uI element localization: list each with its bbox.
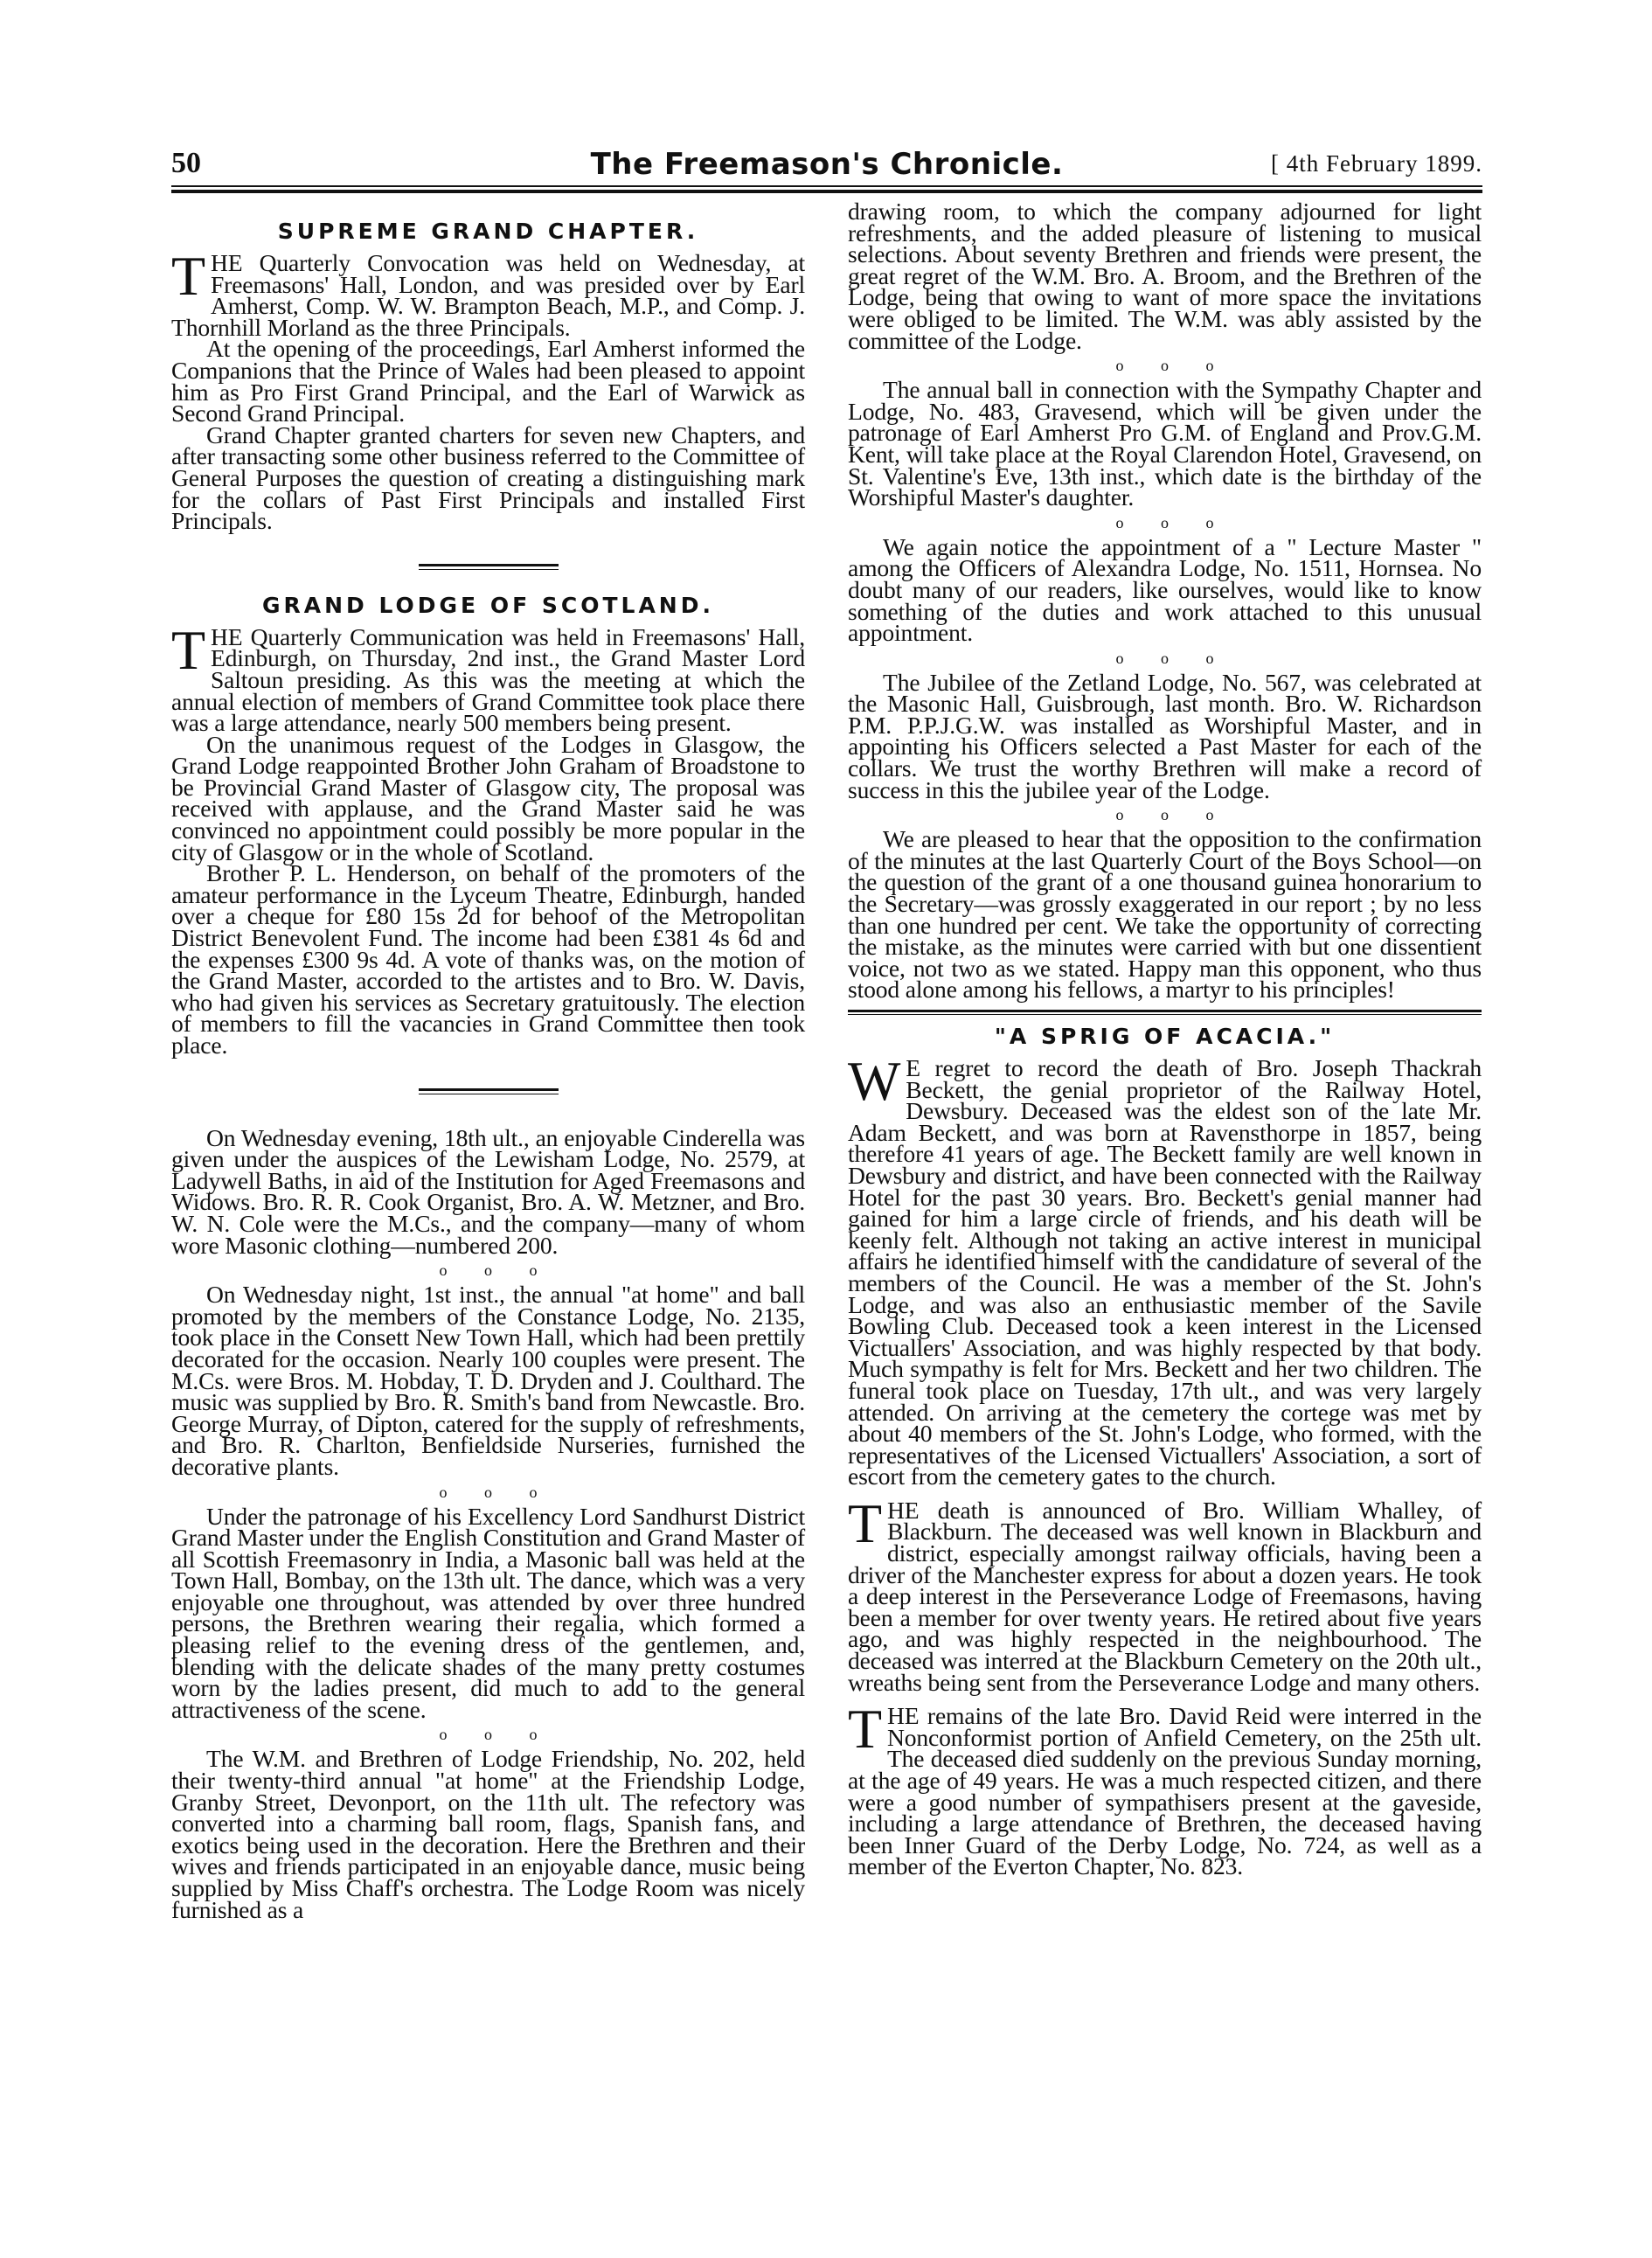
page-header [171,147,1482,182]
heading-supreme-grand-chapter: SUPREME GRAND CHAPTER. [277,219,699,244]
paragraph-text: HE remains of the late Bro. David Reid were interred in the Nonconformist portion of Anfield Cemetery, on the 25th ult. The deceased died suddenly on the previous Sunday morning, at the age of 49 years. He was a much respected citizen, and there were a good number of sympathisers present at the gaveside, including a large attendance of Brethren, the deceased having been Inner Guard of the Derby Lodge, No. 724, as well as a member of the Everton Chapter, No. 823. [848,1702,1482,1880]
beckett-obituary [848,1050,1482,1490]
dropcap: T [848,1491,882,1554]
issue-date: [ 4th February 1899. [1271,150,1482,177]
constance-item: On Wednesday night, 1st inst., the annual "at home" and ball promoted by the members of the Constance Lodge, No. 2135, took place in the Consett New Town Hall, which had been prettily decorated for the occasion. Nearly 100 couples were present. The M.Cs. were Bros. M. Hobday, T. D. Dryden and J. Coulthard. The music was supplied by Bro. R. Smith's band from Newcastle. Bro. George Murray, of Dipton, catered for the supply of refreshments, and Bro. R. Charlton, Benfieldside Nurseries, furnished the decorative plants. [171,1281,805,1480]
dropcap: T [171,245,205,307]
friendship-continuation: drawing room, to which the company adjourned for light refreshments, and the added pleasure of listening to musical selections. About seventy Brethren and friends were present, the great regret of the W.M. Bro. A. Broom, and the Brethren of the Lodge, being that owing to want of more space the invitations were obliged to be limited. The W.M. was ably assisted by the committee of the Lodge. [848,198,1482,354]
heading-grand-lodge-of-scotland: GRAND LODGE OF SCOTLAND. [262,592,714,618]
supreme-paragraph-1 [171,245,805,341]
page-number: 50 [171,147,201,179]
reid-obituary [848,1698,1482,1880]
sympathy-item: The annual ball in connection with the Sympathy Chapter and Lodge, No. 483, Gravesend, which will be given under the patronage of Earl Amherst Pro G.M. of England and Prov.G.M. Kent, will take place at the Royal Clarendon Hotel, Gravesend, on St. Valentine's Eve, 13th inst., which date is the birthday of the Worshipful Master's daughter. [848,376,1482,511]
publication-title: The Freemason's Chronicle. [590,147,1064,182]
dropcap: W [848,1050,901,1112]
heading-sprig-of-acacia: "A SPRIG OF ACACIA." [994,1024,1336,1049]
item-separator: o o o [1115,649,1214,667]
paragraph-text: HE Quarterly Communication was held in Freemasons' Hall, Edinburgh, on Thursday, 2nd inst., the Grand Master Lord Saltoun presiding. As this was the meeting at which the annual election of members of Grand Committee took place there was a large attendance, nearly 500 members being present. [171,622,805,737]
supreme-paragraph-3: Grand Chapter granted charters for seven new Chapters, and after transacting some other business referred to the Committee of General Purposes the question of creating a distinguishing mark for the collars of Past First Principals and installed First Principals. [171,420,805,535]
section-divider [419,564,559,570]
paragraph-text: E regret to record the death of Bro. Joseph Thackrah Beckett, the genial proprietor of the Railway Hotel, Dewsbury. Deceased was the eldest son of the late Mr. Adam Beckett, and was born at Ravensthorpe in 1857, being therefore 41 years of age. The Beckett family are well known in Dewsbury and district, and have been connected with the Railway Hotel for the past 30 years. Bro. Beckett's genial manner had gained for him a large circle of friends, and his death will be keenly felt. Although not taking an active interest in municipal affairs he identified himself with the candidature of several of the members of the Council. He was a member of the St. John's Lodge, and was also an enthusiastic member of the Savile Bowling Club. Deceased took a keen interest in the Licensed Victuallers' Association, and was highly respected by that body. Much sympathy is felt for Mrs. Beckett and her two children. The funeral took place on Tuesday, 17th ult., and was very largely attended. On arriving at the cemetery the cortege was met by about 40 members of the St. John's Lodge, who formed, with the representatives of the Licensed Victuallers' Association, a sort of escort from the cemetery gates to the church. [848,1054,1482,1490]
header-rule-thick [171,190,1482,193]
item-separator: o o o [1115,513,1214,531]
scotland-paragraph-1 [171,618,805,737]
scotland-paragraph-2: On the unanimous request of the Lodges in Glasgow, the Grand Lodge reappointed Brother John Graham of Broadstone to be Provincial Grand Master of Glasgow city, The proposal was received with applause, and the Grand Master said he was convinced no appointment could possibly be more popular in the city of Glasgow or in the whole of Scotland. [171,730,805,865]
dropcap: T [848,1698,882,1761]
paragraph-text: HE Quarterly Convocation was held on Wednesday, at Freemasons' Hall, London, and was presided over by Earl Amherst, Comp. W. W. Brampton Beach, M.P., and Comp. J. Thornhill Morland as the three Principals. [171,249,805,341]
lewisham-item: On Wednesday evening, 18th ult., an enjoyable Cinderella was given under the auspices of the Lewisham Lodge, No. 2579, at Ladywell Baths, in aid of the Institution for Aged Freemasons and Widows. Bro. R. R. Cook Organist, Bro. A. W. Metzner, and Bro. W. N. Cole were the M.Cs., and the company—many of whom wore Masonic clothing—numbered 200. [171,1123,805,1259]
item-separator: o o o [1115,806,1214,824]
dropcap: T [171,618,205,681]
supreme-paragraph-2: At the opening of the proceedings, Earl Amherst informed the Companions that the Prince of Wales had been pleased to appoint him as Pro First Grand Principal, and the Earl of Warwick as Second Grand Principal. [171,335,805,427]
item-separator: o o o [1115,357,1214,375]
right-column [848,198,1482,1880]
item-separator: o o o [439,1483,538,1501]
paragraph-text: HE death is announced of Bro. William Whalley, of Blackburn. The deceased was well known in Blackburn and district, especially amongst railway officials, having been a driver of the Manchester express for about a dozen years. He took a deep interest in the Perseverance Lodge of Freemasons, having been a member for over twenty years. He retired about five years ago, and was highly respected in the neighbourhood. The deceased was interred at the Blackburn Cemetery on the 20th ult., wreaths being sent from the Perseverance Lodge and many others. [848,1496,1482,1696]
zetland-item: The Jubilee of the Zetland Lodge, No. 567, was celebrated at the Masonic Hall, Guisbrough, last month. Bro. W. Richardson P.M. P.P.J.G.W. was installed as Worshipful Master, and in appointing his Officers selected a Past Master for each of the collars. We trust the worthy Brethren will make a record of success in this the jubilee year of the Lodge. [848,668,1482,803]
whalley-obituary [848,1491,1482,1696]
bombay-item: Under the patronage of his Excellency Lord Sandhurst District Grand Master under the English Constitution and Grand Master of all Scottish Freemasonry in India, a Masonic ball was held at the Town Hall, Bombay, on the 13th ult. The dance, which was a very enjoyable one throughout, was attended by over three hundred persons, the Brethren wearing their regalia, which formed a pleasing relief to the evening dress of the gentlemen, and, blending with the delicate shades of the many pretty costumes worn by the ladies present, did much to add to the general attractiveness of the scene. [171,1502,805,1723]
left-column [171,219,805,1921]
scotland-paragraph-3: Brother P. L. Henderson, on behalf of the promoters of the amateur performance in the Lyceum Theatre, Edinburgh, handed over a cheque for £80 15s 2d for behoof of the Metropolitan District Benevolent Fund. The income had been £381 4s 6d and the expenses £300 9s 4d. A vote of thanks was, on the motion of the Grand Master, accorded to the artistes and to Bro. W. Davis, who had given his services as Secretary gratuitously. The election of members to fill the vacancies in Grand Committee then took place. [171,859,805,1059]
boys-school-item: We are pleased to hear that the opposition to the confirmation of the minutes at the last Quarterly Court of the Boys School—on the question of the grant of a one thousand guinea honorarium to the Secretary—was grossly exaggerated in our report ; by no less than one hundred per cent. We take the opportunity of correcting the mistake, as the minutes were carried with but one dissentient voice, not two as we stated. Happy man this opponent, who thus stood alone among his fellows, a martyr to his principles! [848,825,1482,1004]
item-separator: o o o [439,1726,538,1744]
lecture-master-item: We again notice the appointment of a " Lecture Master " among the Officers of Alexandra Lodge, No. 1511, Hornsea. No doubt many of our readers, like ourselves, would like to know something of the duties and work attached to this unusual appointment. [848,532,1482,647]
section-divider [419,1088,559,1094]
item-separator: o o o [439,1261,538,1280]
friendship-item: The W.M. and Brethren of Lodge Friendship, No. 202, held their twenty-third annual "at home" at the Friendship Lodge, Granby Street, Devonport, on the 11th ult. The refectory was converted into a charming ball room, flags, Spanish fans, and exotics being used in the decoration. Here the Brethren and their wives and friends participated in an enjoyable dance, music being supplied by Miss Chaff's orchestra. The Lodge Room was nicely furnished as a [171,1745,805,1923]
header-rule-thin [171,185,1482,187]
